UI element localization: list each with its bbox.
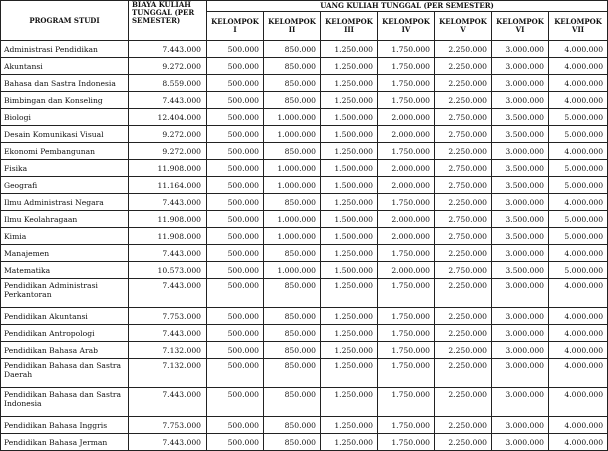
kelompok-cell: 2.250.000 bbox=[435, 342, 492, 359]
kelompok-cell: 850.000 bbox=[264, 325, 321, 342]
kelompok-cell: 1.000.000 bbox=[264, 109, 321, 126]
kelompok-cell: 1.000.000 bbox=[264, 126, 321, 143]
kelompok-cell: 2.250.000 bbox=[435, 325, 492, 342]
table-row bbox=[1, 109, 608, 126]
kelompok-cell: 500.000 bbox=[207, 417, 264, 434]
bkt-cell: 7.753.000 bbox=[129, 308, 207, 325]
kelompok-cell: 500.000 bbox=[207, 245, 264, 262]
bkt-cell: 11.908.000 bbox=[129, 228, 207, 245]
bkt-cell: 7.443.000 bbox=[129, 388, 207, 417]
kelompok-cell: 2.000.000 bbox=[378, 177, 435, 194]
kelompok-cell: 1.750.000 bbox=[378, 342, 435, 359]
kelompok-cell: 1.250.000 bbox=[321, 434, 378, 451]
kelompok-cell: 3.000.000 bbox=[492, 434, 549, 451]
kelompok-cell: 1.750.000 bbox=[378, 279, 435, 308]
kelompok-cell: 1.250.000 bbox=[321, 359, 378, 388]
kelompok-cell: 3.500.000 bbox=[492, 262, 549, 279]
kelompok-cell: 4.000.000 bbox=[549, 434, 608, 451]
bkt-cell: 11.908.000 bbox=[129, 160, 207, 177]
kelompok-cell: 2.000.000 bbox=[378, 109, 435, 126]
table-row bbox=[1, 126, 608, 143]
kelompok-cell: 1.000.000 bbox=[264, 177, 321, 194]
program-name-cell: Bahasa dan Sastra Indonesia bbox=[1, 75, 129, 92]
kelompok-cell: 1.250.000 bbox=[321, 92, 378, 109]
table-body bbox=[1, 41, 608, 451]
kelompok-cell: 2.750.000 bbox=[435, 160, 492, 177]
bkt-cell: 7.753.000 bbox=[129, 417, 207, 434]
kelompok-cell: 4.000.000 bbox=[549, 75, 608, 92]
kelompok-header: KELOMPOK IV bbox=[378, 12, 435, 41]
kelompok-cell: 4.000.000 bbox=[549, 92, 608, 109]
kelompok-cell: 1.000.000 bbox=[264, 211, 321, 228]
kelompok-cell: 3.000.000 bbox=[492, 342, 549, 359]
table-row bbox=[1, 434, 608, 451]
kelompok-cell: 1.500.000 bbox=[321, 109, 378, 126]
kelompok-cell: 3.500.000 bbox=[492, 126, 549, 143]
program-name-cell: Pendidikan Bahasa dan Sastra Indonesia bbox=[1, 388, 129, 417]
bkt-cell: 12.404.000 bbox=[129, 109, 207, 126]
kelompok-cell: 2.250.000 bbox=[435, 143, 492, 160]
kelompok-cell: 3.500.000 bbox=[492, 228, 549, 245]
kelompok-cell: 500.000 bbox=[207, 41, 264, 58]
table-row bbox=[1, 41, 608, 58]
kelompok-cell: 500.000 bbox=[207, 325, 264, 342]
kelompok-cell: 2.250.000 bbox=[435, 279, 492, 308]
kelompok-cell: 1.250.000 bbox=[321, 143, 378, 160]
kelompok-cell: 2.250.000 bbox=[435, 388, 492, 417]
kelompok-cell: 1.500.000 bbox=[321, 228, 378, 245]
kelompok-cell: 1.750.000 bbox=[378, 434, 435, 451]
table-row bbox=[1, 308, 608, 325]
program-name-cell: Ekonomi Pembangunan bbox=[1, 143, 129, 160]
kelompok-cell: 4.000.000 bbox=[549, 359, 608, 388]
table-row bbox=[1, 388, 608, 417]
kelompok-cell: 3.000.000 bbox=[492, 279, 549, 308]
table-row bbox=[1, 325, 608, 342]
kelompok-cell: 1.750.000 bbox=[378, 143, 435, 160]
kelompok-cell: 1.250.000 bbox=[321, 194, 378, 211]
kelompok-cell: 1.250.000 bbox=[321, 279, 378, 308]
kelompok-cell: 2.250.000 bbox=[435, 308, 492, 325]
kelompok-cell: 5.000.000 bbox=[549, 262, 608, 279]
kelompok-cell: 3.000.000 bbox=[492, 41, 549, 58]
kelompok-cell: 500.000 bbox=[207, 262, 264, 279]
kelompok-header: KELOMPOK V bbox=[435, 12, 492, 41]
kelompok-cell: 4.000.000 bbox=[549, 342, 608, 359]
kelompok-cell: 5.000.000 bbox=[549, 126, 608, 143]
kelompok-cell: 2.750.000 bbox=[435, 177, 492, 194]
kelompok-cell: 1.000.000 bbox=[264, 160, 321, 177]
program-name-cell: Kimia bbox=[1, 228, 129, 245]
program-header: PROGRAM STUDI bbox=[1, 1, 129, 41]
kelompok-cell: 4.000.000 bbox=[549, 417, 608, 434]
kelompok-cell: 4.000.000 bbox=[549, 325, 608, 342]
ukt-header: UANG KULIAH TUNGGAL (PER SEMESTER) bbox=[207, 1, 608, 12]
kelompok-cell: 3.000.000 bbox=[492, 75, 549, 92]
kelompok-cell: 3.500.000 bbox=[492, 211, 549, 228]
kelompok-cell: 850.000 bbox=[264, 143, 321, 160]
program-name-cell: Akuntansi bbox=[1, 58, 129, 75]
bkt-cell: 7.132.000 bbox=[129, 342, 207, 359]
table-row bbox=[1, 359, 608, 388]
kelompok-cell: 850.000 bbox=[264, 388, 321, 417]
kelompok-cell: 1.250.000 bbox=[321, 75, 378, 92]
table-row bbox=[1, 177, 608, 194]
kelompok-cell: 2.750.000 bbox=[435, 211, 492, 228]
kelompok-cell: 2.250.000 bbox=[435, 58, 492, 75]
kelompok-cell: 500.000 bbox=[207, 160, 264, 177]
kelompok-cell: 1.750.000 bbox=[378, 75, 435, 92]
kelompok-cell: 500.000 bbox=[207, 109, 264, 126]
program-name-cell: Pendidikan Bahasa Arab bbox=[1, 342, 129, 359]
kelompok-cell: 500.000 bbox=[207, 308, 264, 325]
kelompok-cell: 1.750.000 bbox=[378, 41, 435, 58]
kelompok-cell: 500.000 bbox=[207, 92, 264, 109]
kelompok-cell: 2.000.000 bbox=[378, 126, 435, 143]
bkt-cell: 11.908.000 bbox=[129, 211, 207, 228]
table-row bbox=[1, 417, 608, 434]
kelompok-cell: 3.000.000 bbox=[492, 308, 549, 325]
program-name-cell: Biologi bbox=[1, 109, 129, 126]
kelompok-cell: 850.000 bbox=[264, 92, 321, 109]
kelompok-cell: 2.000.000 bbox=[378, 211, 435, 228]
program-name-cell: Administrasi Pendidikan bbox=[1, 41, 129, 58]
program-name-cell: Ilmu Administrasi Negara bbox=[1, 194, 129, 211]
table-row bbox=[1, 160, 608, 177]
kelompok-cell: 500.000 bbox=[207, 58, 264, 75]
bkt-cell: 10.573.000 bbox=[129, 262, 207, 279]
kelompok-cell: 1.750.000 bbox=[378, 92, 435, 109]
bkt-cell: 7.443.000 bbox=[129, 194, 207, 211]
kelompok-cell: 500.000 bbox=[207, 194, 264, 211]
kelompok-cell: 1.000.000 bbox=[264, 228, 321, 245]
program-name-cell: Bimbingan dan Konseling bbox=[1, 92, 129, 109]
kelompok-cell: 1.500.000 bbox=[321, 177, 378, 194]
biaya-header: BIAYA KULIAH TUNGGAL (PER SEMESTER) bbox=[129, 1, 207, 41]
bkt-cell: 7.132.000 bbox=[129, 359, 207, 388]
bkt-cell: 9.272.000 bbox=[129, 143, 207, 160]
kelompok-cell: 850.000 bbox=[264, 194, 321, 211]
kelompok-cell: 500.000 bbox=[207, 177, 264, 194]
table-header bbox=[1, 1, 608, 41]
kelompok-header: KELOMPOK II bbox=[264, 12, 321, 41]
kelompok-cell: 1.750.000 bbox=[378, 308, 435, 325]
kelompok-cell: 1.250.000 bbox=[321, 41, 378, 58]
kelompok-cell: 5.000.000 bbox=[549, 160, 608, 177]
bkt-cell: 7.443.000 bbox=[129, 245, 207, 262]
table-row bbox=[1, 143, 608, 160]
table-row bbox=[1, 92, 608, 109]
program-name-cell: Matematika bbox=[1, 262, 129, 279]
kelompok-cell: 4.000.000 bbox=[549, 41, 608, 58]
kelompok-header: KELOMPOK VI bbox=[492, 12, 549, 41]
kelompok-cell: 2.250.000 bbox=[435, 359, 492, 388]
kelompok-cell: 500.000 bbox=[207, 211, 264, 228]
kelompok-cell: 3.000.000 bbox=[492, 417, 549, 434]
kelompok-cell: 5.000.000 bbox=[549, 177, 608, 194]
table-row bbox=[1, 262, 608, 279]
program-name-cell: Geografi bbox=[1, 177, 129, 194]
kelompok-cell: 2.750.000 bbox=[435, 228, 492, 245]
kelompok-cell: 2.750.000 bbox=[435, 109, 492, 126]
bkt-cell: 11.164.000 bbox=[129, 177, 207, 194]
kelompok-cell: 1.500.000 bbox=[321, 211, 378, 228]
kelompok-cell: 4.000.000 bbox=[549, 245, 608, 262]
program-name-cell: Ilmu Keolahragaan bbox=[1, 211, 129, 228]
kelompok-cell: 1.250.000 bbox=[321, 388, 378, 417]
table-row bbox=[1, 194, 608, 211]
table-row bbox=[1, 279, 608, 308]
bkt-cell: 9.272.000 bbox=[129, 58, 207, 75]
program-name-cell: Pendidikan Administrasi Perkantoran bbox=[1, 279, 129, 308]
kelompok-cell: 850.000 bbox=[264, 279, 321, 308]
kelompok-cell: 3.000.000 bbox=[492, 245, 549, 262]
program-name-cell: Pendidikan Bahasa Jerman bbox=[1, 434, 129, 451]
bkt-cell: 8.559.000 bbox=[129, 75, 207, 92]
kelompok-cell: 2.750.000 bbox=[435, 262, 492, 279]
program-name-cell: Pendidikan Akuntansi bbox=[1, 308, 129, 325]
kelompok-cell: 850.000 bbox=[264, 359, 321, 388]
kelompok-cell: 1.500.000 bbox=[321, 126, 378, 143]
kelompok-cell: 1.250.000 bbox=[321, 58, 378, 75]
kelompok-cell: 2.250.000 bbox=[435, 194, 492, 211]
table-row bbox=[1, 75, 608, 92]
kelompok-cell: 500.000 bbox=[207, 359, 264, 388]
program-name-cell: Desain Komunikasi Visual bbox=[1, 126, 129, 143]
kelompok-cell: 850.000 bbox=[264, 434, 321, 451]
kelompok-header: KELOMPOK I bbox=[207, 12, 264, 41]
kelompok-cell: 500.000 bbox=[207, 143, 264, 160]
kelompok-cell: 4.000.000 bbox=[549, 58, 608, 75]
kelompok-cell: 500.000 bbox=[207, 228, 264, 245]
kelompok-cell: 1.500.000 bbox=[321, 160, 378, 177]
kelompok-cell: 3.000.000 bbox=[492, 58, 549, 75]
kelompok-cell: 850.000 bbox=[264, 342, 321, 359]
kelompok-header: KELOMPOK VII bbox=[549, 12, 608, 41]
kelompok-cell: 1.750.000 bbox=[378, 58, 435, 75]
kelompok-cell: 4.000.000 bbox=[549, 308, 608, 325]
kelompok-cell: 1.250.000 bbox=[321, 308, 378, 325]
kelompok-cell: 1.000.000 bbox=[264, 262, 321, 279]
kelompok-cell: 850.000 bbox=[264, 417, 321, 434]
program-name-cell: Manajemen bbox=[1, 245, 129, 262]
table-row bbox=[1, 58, 608, 75]
kelompok-cell: 4.000.000 bbox=[549, 143, 608, 160]
kelompok-cell: 1.750.000 bbox=[378, 325, 435, 342]
kelompok-cell: 3.000.000 bbox=[492, 388, 549, 417]
kelompok-cell: 2.000.000 bbox=[378, 228, 435, 245]
kelompok-cell: 4.000.000 bbox=[549, 388, 608, 417]
kelompok-cell: 1.250.000 bbox=[321, 325, 378, 342]
kelompok-cell: 3.500.000 bbox=[492, 160, 549, 177]
kelompok-cell: 3.000.000 bbox=[492, 143, 549, 160]
kelompok-cell: 3.000.000 bbox=[492, 92, 549, 109]
kelompok-cell: 2.250.000 bbox=[435, 41, 492, 58]
bkt-cell: 7.443.000 bbox=[129, 41, 207, 58]
bkt-cell: 7.443.000 bbox=[129, 434, 207, 451]
kelompok-cell: 2.250.000 bbox=[435, 75, 492, 92]
kelompok-cell: 500.000 bbox=[207, 279, 264, 308]
table-row bbox=[1, 228, 608, 245]
table-row bbox=[1, 342, 608, 359]
kelompok-cell: 850.000 bbox=[264, 58, 321, 75]
kelompok-cell: 5.000.000 bbox=[549, 228, 608, 245]
program-name-cell: Fisika bbox=[1, 160, 129, 177]
kelompok-cell: 1.750.000 bbox=[378, 359, 435, 388]
kelompok-cell: 850.000 bbox=[264, 245, 321, 262]
table-row bbox=[1, 245, 608, 262]
kelompok-cell: 850.000 bbox=[264, 308, 321, 325]
kelompok-cell: 1.250.000 bbox=[321, 342, 378, 359]
kelompok-header: KELOMPOK III bbox=[321, 12, 378, 41]
kelompok-cell: 3.000.000 bbox=[492, 359, 549, 388]
kelompok-cell: 3.000.000 bbox=[492, 194, 549, 211]
kelompok-cell: 3.000.000 bbox=[492, 325, 549, 342]
kelompok-cell: 2.750.000 bbox=[435, 126, 492, 143]
kelompok-cell: 1.250.000 bbox=[321, 417, 378, 434]
bkt-cell: 7.443.000 bbox=[129, 325, 207, 342]
kelompok-cell: 3.500.000 bbox=[492, 177, 549, 194]
kelompok-cell: 2.250.000 bbox=[435, 92, 492, 109]
bkt-cell: 7.443.000 bbox=[129, 92, 207, 109]
kelompok-cell: 5.000.000 bbox=[549, 211, 608, 228]
kelompok-cell: 1.750.000 bbox=[378, 194, 435, 211]
kelompok-cell: 2.000.000 bbox=[378, 262, 435, 279]
kelompok-cell: 2.250.000 bbox=[435, 417, 492, 434]
kelompok-cell: 1.750.000 bbox=[378, 388, 435, 417]
program-name-cell: Pendidikan Antropologi bbox=[1, 325, 129, 342]
program-name-cell: Pendidikan Bahasa Inggris bbox=[1, 417, 129, 434]
kelompok-cell: 4.000.000 bbox=[549, 279, 608, 308]
kelompok-cell: 500.000 bbox=[207, 342, 264, 359]
bkt-cell: 9.272.000 bbox=[129, 126, 207, 143]
table-row bbox=[1, 211, 608, 228]
kelompok-cell: 500.000 bbox=[207, 388, 264, 417]
kelompok-cell: 4.000.000 bbox=[549, 194, 608, 211]
kelompok-cell: 850.000 bbox=[264, 75, 321, 92]
kelompok-cell: 1.750.000 bbox=[378, 245, 435, 262]
kelompok-cell: 500.000 bbox=[207, 434, 264, 451]
kelompok-cell: 500.000 bbox=[207, 126, 264, 143]
kelompok-cell: 2.000.000 bbox=[378, 160, 435, 177]
program-name-cell: Pendidikan Bahasa dan Sastra Daerah bbox=[1, 359, 129, 388]
kelompok-cell: 850.000 bbox=[264, 41, 321, 58]
kelompok-cell: 1.250.000 bbox=[321, 245, 378, 262]
kelompok-cell: 1.750.000 bbox=[378, 417, 435, 434]
kelompok-cell: 2.250.000 bbox=[435, 434, 492, 451]
kelompok-cell: 3.500.000 bbox=[492, 109, 549, 126]
kelompok-cell: 500.000 bbox=[207, 75, 264, 92]
kelompok-cell: 5.000.000 bbox=[549, 109, 608, 126]
bkt-cell: 7.443.000 bbox=[129, 279, 207, 308]
kelompok-cell: 2.250.000 bbox=[435, 245, 492, 262]
kelompok-cell: 1.500.000 bbox=[321, 262, 378, 279]
